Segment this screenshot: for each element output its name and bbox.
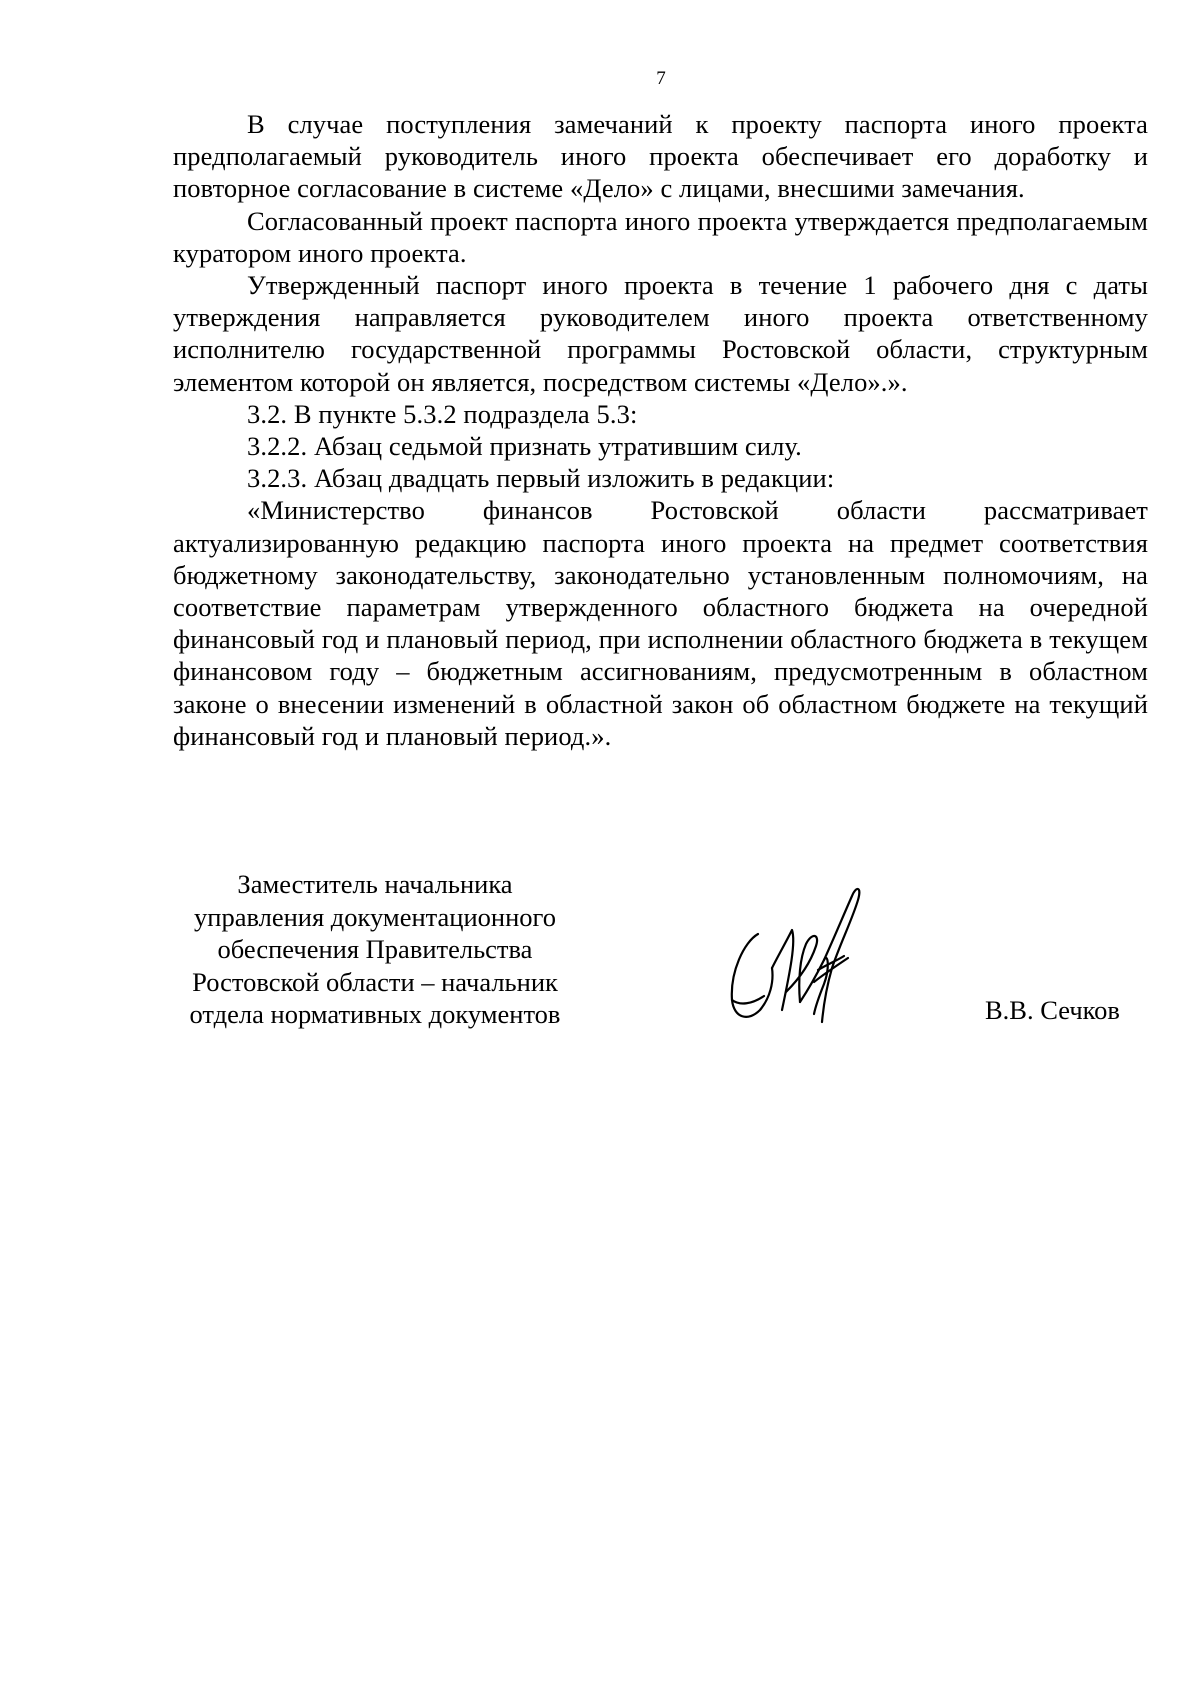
signer-name: В.В. Сечков [985,995,1120,1025]
paragraph-approved-by-curator: Согласованный проект паспорта иного проекта утверждается предполагаемым куратором иного проекта. [173,205,1148,268]
paragraph-remarks: В случае поступления замечаний к проекту паспорта иного проекта предполагаемый руководитель иного проекта обеспечивает его доработку и повторное согласование в системе «Дело» с лицами, внесшими замечания. [173,109,1148,204]
signer-position-line: управления документационного [194,901,556,932]
signer-position-line: Ростовской области – начальник [192,966,558,997]
page-number: 7 [656,68,666,89]
signer-position-line: обеспечения Правительства [217,934,533,964]
signer-position-line: Заместитель начальника [237,869,513,899]
paragraph-approved-passport: Утвержденный паспорт иного проекта в течение 1 рабочего дня с даты утверждения направляется руководителем иного проекта ответственному исполнителю государственной программы Ростовской области, структурным элементом которой он является, посредством системы «Дело».». [173,270,1148,397]
document-body [173,108,1148,752]
paragraph-clause-3-2-3: 3.2.3. Абзац двадцать первый изложить в редакции: [247,463,835,494]
signer-position-line: отдела нормативных документов [189,999,561,1029]
handwritten-signature [720,872,870,1032]
signer-position [165,868,585,1031]
paragraph-ministry-of-finance: «Министерство финансов Ростовской области рассматривает актуализированную редакцию паспорта иного проекта на предмет соответствия бюджетному законодательству, законодательно установленным полномочиям, на соответствие параметрам утвержденного областного бюджета на очередной финансовый год и плановый период, при исполнении областного бюджета в текущем финансовом году – бюджетным ассигнованиям, предусмотренным в областном законе о внесении изменений в областной закон об областном бюджете на текущий финансовый год и плановый период.». [173,495,1148,751]
paragraph-clause-3-2: 3.2. В пункте 5.3.2 подраздела 5.3: [247,398,638,429]
paragraph-clause-3-2-2: 3.2.2. Абзац седьмой признать утратившим силу. [247,431,802,462]
